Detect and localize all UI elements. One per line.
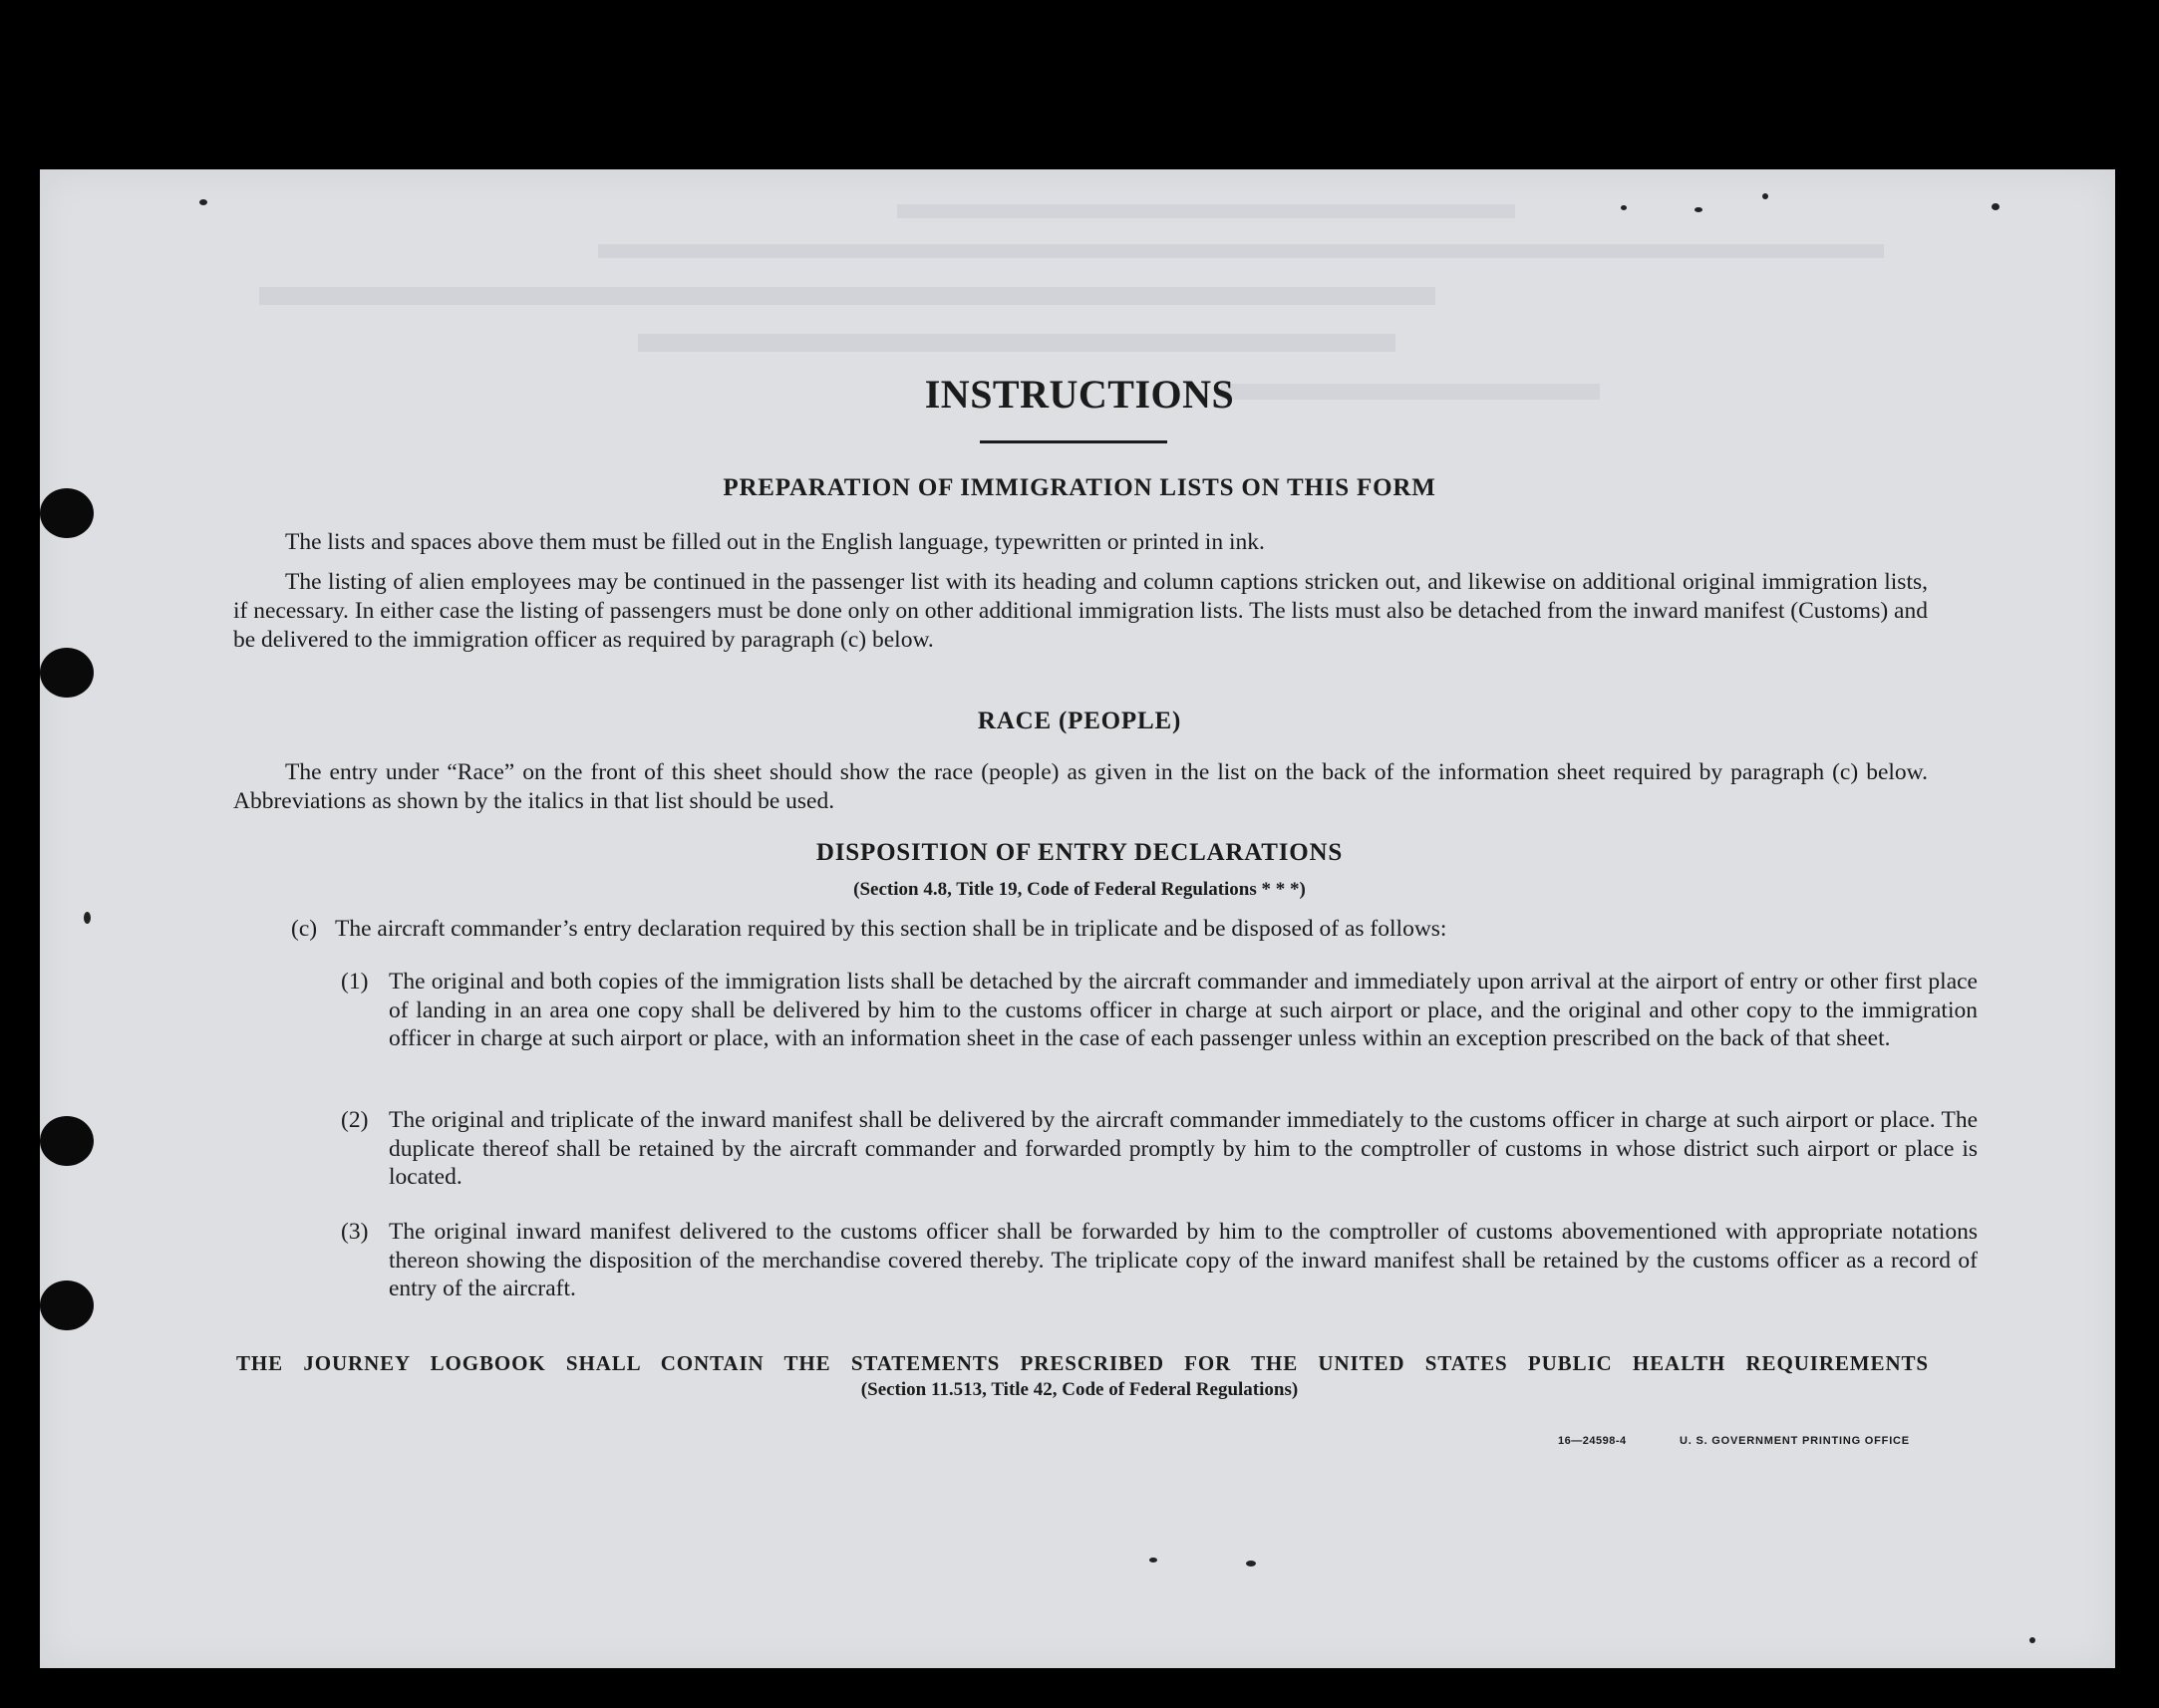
section-heading-disposition: DISPOSITION OF ENTRY DECLARATIONS (815, 839, 1344, 866)
scan-speck (1246, 1561, 1256, 1566)
intro-label: (c) (291, 916, 318, 942)
list-item-text: The original and triplicate of the inward manifest shall be delivered by the aircraft commander immediately to the customs officer in charge at such airport or place. The duplicate thereof shall be retained by the aircraft commander and forwarded promptly by him to the comptroller of customs in whose district such airport or place is located. (389, 1107, 1978, 1190)
footer-citation: (Section 11.513, Title 42, Code of Federal Regulations) (860, 1379, 1299, 1400)
list-item-number: (1) (341, 969, 369, 995)
paragraph-typewritten: The lists and spaces above them must be filled out in the English language, typewritten or printed in ink. (285, 529, 1265, 555)
footer-statement: THE JOURNEY LOGBOOK SHALL CONTAIN THE STATEMENTS PRESCRIBED FOR THE UNITED STATES PUBLIC HEALTH REQUIREMENTS (236, 1351, 1929, 1375)
scan-speck (84, 912, 91, 924)
punch-hole (40, 1116, 94, 1166)
list-item (341, 1218, 1978, 1303)
bleed-through-line (598, 244, 1884, 258)
scan-speck (1992, 203, 2000, 210)
punch-hole (40, 1281, 94, 1330)
printer-imprint: U. S. GOVERNMENT PRINTING OFFICE (1680, 1435, 1910, 1447)
section-citation: (Section 4.8, Title 19, Code of Federal Regulations * * *) (853, 879, 1306, 900)
bleed-through-line (638, 334, 1395, 352)
list-item (341, 968, 1978, 1053)
punch-hole (40, 648, 94, 698)
section-heading-race: RACE (PEOPLE) (977, 708, 1182, 734)
scan-speck (1695, 207, 1702, 212)
list-item (341, 1106, 1978, 1192)
list-item-number: (2) (341, 1107, 369, 1133)
title-underline (980, 440, 1167, 443)
list-item-text: The original and both copies of the immigration lists shall be detached by the aircraft commander and immediately upon arrival at the airport of entry or other first place of landing in an area one copy shall be delivered by him to the customs officer in charge at such airport or place, and the original and other copy to the immigration officer in charge at such airport or place, with an information sheet in the case of each passenger unless within an exception prescribed on the back of that sheet. (389, 969, 1978, 1051)
bleed-through-line (259, 287, 1435, 305)
scan-speck (1762, 193, 1768, 199)
section-heading-preparation: PREPARATION OF IMMIGRATION LISTS ON THIS FORM (723, 474, 1436, 501)
list-item-number: (3) (341, 1219, 369, 1245)
scan-speck (1621, 205, 1627, 210)
paragraph-alien-employees: The listing of alien employees may be continued in the passenger list with its heading and column captions stricken out, and likewise on additional original immigration lists, if necessary. In either case the listing of passengers must be done only on other additional immigration lists. The lists must also be detached from the inward manifest (Customs) and be delivered to the immigration officer as required by paragraph (c) below. (233, 569, 1928, 653)
list-item-text: The original inward manifest delivered to the customs officer shall be forwarded by him to the comptroller of customs abovementioned with appropriate notations thereon showing the disposition of the merchandise covered thereby. The triplicate copy of the inward manifest shall be retained by the customs officer as a record of entry of the aircraft. (389, 1219, 1978, 1301)
scan-speck (1149, 1558, 1157, 1563)
paragraph-race: The entry under “Race” on the front of this sheet should show the race (people) as given in the list on the back of the information sheet required by paragraph (c) below. Abbreviations as shown by the italics in that list should be used. (233, 759, 1928, 814)
page-title: INSTRUCTIONS (924, 372, 1235, 417)
scan-speck (2029, 1637, 2035, 1643)
intro-text: The aircraft commander’s entry declaration required by this section shall be in triplicate and be disposed of as follows: (335, 916, 1447, 942)
print-code: 16—24598-4 (1558, 1435, 1627, 1447)
bleed-through-line (897, 204, 1515, 218)
scan-speck (199, 199, 207, 205)
